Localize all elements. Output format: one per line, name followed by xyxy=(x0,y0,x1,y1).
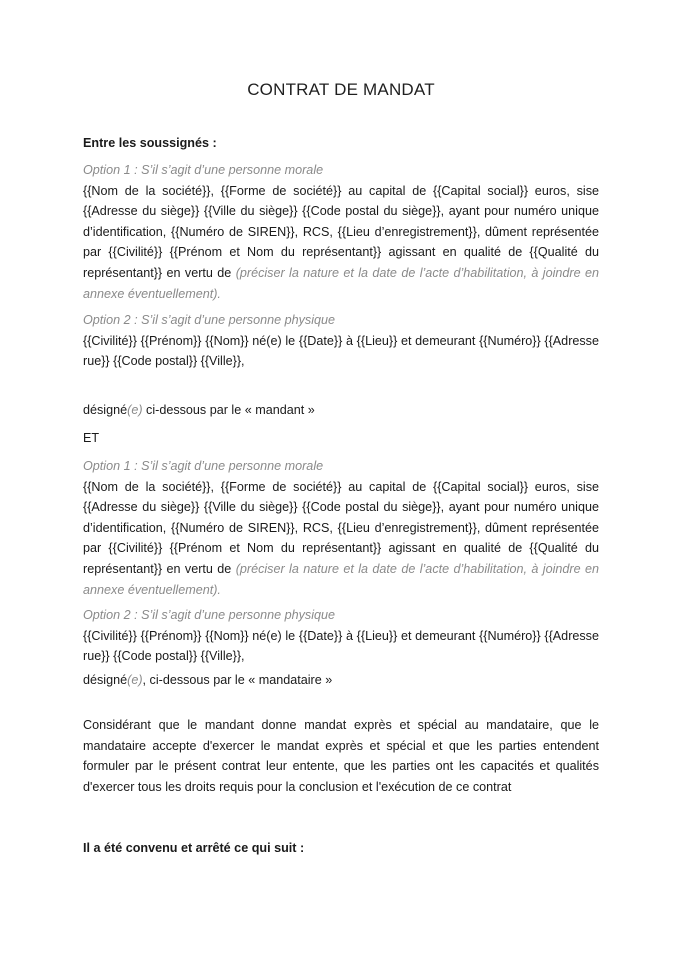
mandant-designation-mark: (e) xyxy=(127,403,143,417)
mandataire-section xyxy=(83,456,599,600)
mandant-option2-label: Option 2 : S’il s’agit d’une personne physique xyxy=(83,313,336,327)
mandant-option1-text: {{Nom de la société}}, {{Forme de société}} au capital de {{Capital social}} euros, sise {{Adresse du siège}} {{Ville du siège}} {{Code postal du siège}}, ayant pour numéro unique d’identification, {{Numéro de SIREN}}, RCS, {{Lieu d’enregistrement}}, dûment représentée par {{Civilité}} {{Prénom et Nom du représentant}} agissant en qualité de {{Qualité du représentant}} en vertu de xyxy=(83,183,599,280)
mandant-section xyxy=(83,160,599,304)
between-heading: Entre les soussignés : xyxy=(83,136,217,150)
mandataire-designation-pre: désigné xyxy=(83,673,128,687)
mandataire-designation-mark: (e) xyxy=(127,673,143,687)
mandant-option2 xyxy=(83,310,599,372)
mandataire-option1-label: Option 1 : S’il s’agit d’une personne morale xyxy=(83,459,324,473)
mandant-option1-label: Option 1 : S’il s’agit d’une personne morale xyxy=(83,163,324,177)
mandant-designation-pre: désigné xyxy=(83,403,128,417)
considering-paragraph: Considérant que le mandant donne mandat exprès et spécial au mandataire, que le mandataire accepte d'exercer le mandat exprès et spécial et que les parties entendent formuler par le présent contrat leur entente, que les parties ont les capacités et qualités d'exercer tous les droits requis pour la conclusion et l'exécution de ce contrat xyxy=(83,718,599,794)
mandataire-option2 xyxy=(83,605,599,667)
mandataire-option1-text: {{Nom de la société}}, {{Forme de société}} au capital de {{Capital social}} euros, sise {{Adresse du siège}} {{Ville du siège}} {{Code postal du siège}}, ayant pour numéro unique d’identification, {{Numéro de SIREN}}, RCS, {{Lieu d’enregistrement}}, dûment représentée par {{Civilité}} {{Prénom et Nom du représentant}} agissant en qualité de {{Qualité du représentant}} en vertu de xyxy=(83,479,599,576)
mandataire-option2-label: Option 2 : S’il s’agit d’une personne physique xyxy=(83,608,336,622)
agreed-heading: Il a été convenu et arrêté ce qui suit : xyxy=(83,841,305,855)
mandant-option2-text: {{Civilité}} {{Prénom}} {{Nom}} né(e) le {{Date}} à {{Lieu}} et demeurant {{Numéro}} {{Adresse rue}} {{Code postal}} {{Ville}}, xyxy=(83,333,599,369)
mandataire-option2-text: {{Civilité}} {{Prénom}} {{Nom}} né(e) le {{Date}} à {{Lieu}} et demeurant {{Numéro}} {{Adresse rue}} {{Code postal}} {{Ville}}, xyxy=(83,628,599,664)
mandant-option1-paragraph xyxy=(83,181,599,305)
mandataire-option1-note: (préciser la nature et la date de l’acte d’habilitation, à joindre en annexe éventuellement). xyxy=(83,561,599,597)
mandant-designation-post: ci-dessous par le « mandant » xyxy=(142,403,315,417)
mandant-designation xyxy=(83,400,599,421)
et-separator: ET xyxy=(83,431,100,445)
mandataire-option1-paragraph xyxy=(83,477,599,601)
mandataire-designation xyxy=(83,670,599,691)
document-title: CONTRAT DE MANDAT xyxy=(247,80,435,99)
mandataire-designation-post: , ci-dessous par le « mandataire » xyxy=(142,673,333,687)
mandant-option1-note: (préciser la nature et la date de l’acte d’habilitation, à joindre en annexe éventuellement). xyxy=(83,265,599,301)
